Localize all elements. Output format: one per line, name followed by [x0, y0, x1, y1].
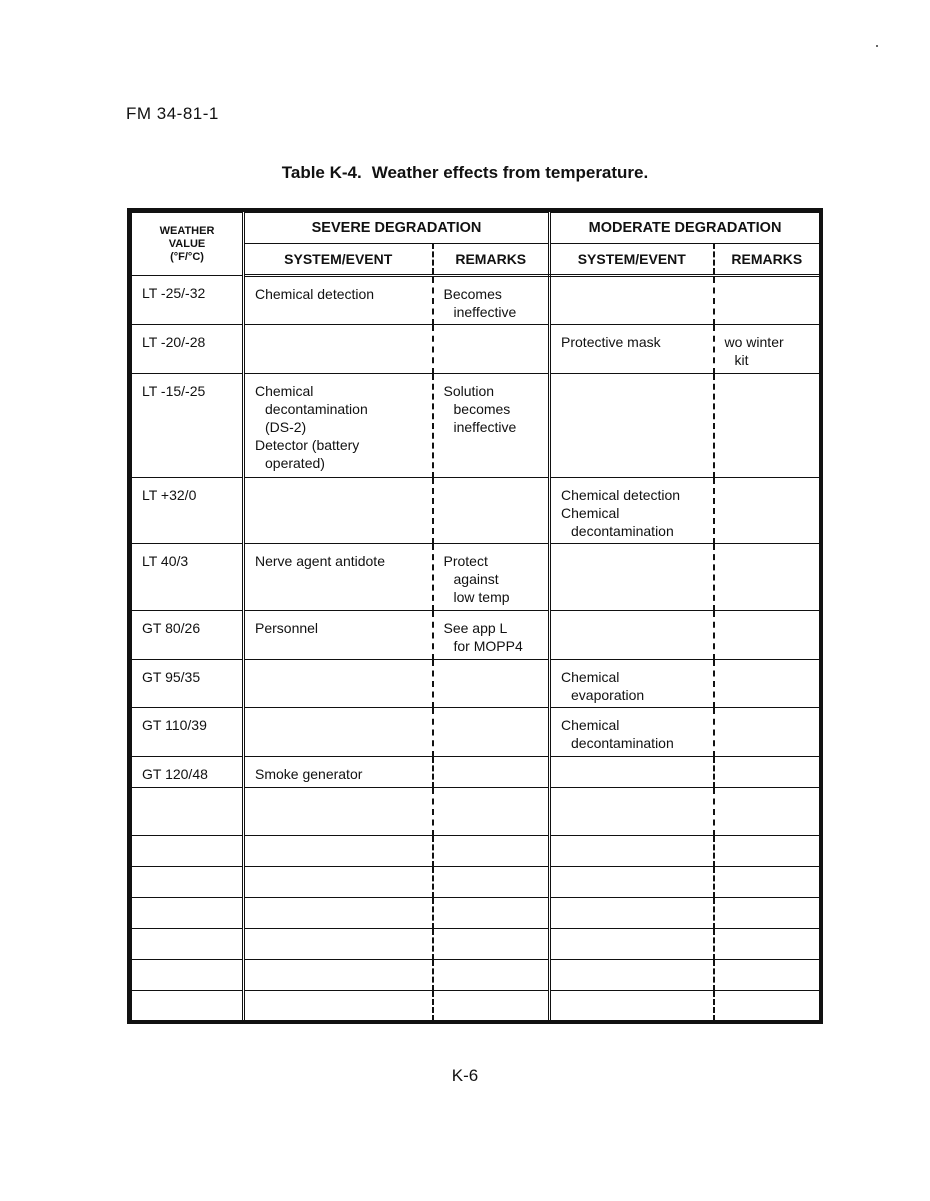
cell-line: becomes: [453, 401, 511, 417]
moderate-system-event-header: SYSTEM/EVENT: [550, 244, 714, 276]
moderate-system-cell: [550, 660, 714, 708]
empty-cell: [714, 836, 820, 867]
cell-line: for MOPP4: [453, 638, 523, 654]
empty-table-row: [132, 836, 820, 867]
weather-value-cell: [132, 374, 244, 478]
weather-value-cell: [132, 660, 244, 708]
severe-remarks-cell: [433, 757, 550, 788]
cell-line: wo winter: [724, 334, 784, 350]
cell-line: against: [453, 571, 499, 587]
cell-line: decontamination: [571, 523, 674, 539]
empty-cell: [132, 867, 244, 898]
weather-value-cell: [132, 757, 244, 788]
table-row: [132, 611, 820, 660]
cell-line: decontamination: [265, 401, 368, 417]
weather-value-header: [132, 213, 244, 276]
severe-remarks-header: REMARKS: [433, 244, 550, 276]
moderate-system-cell: [550, 374, 714, 478]
empty-table-row: [132, 898, 820, 929]
weather-header-line-2: VALUE: [168, 237, 206, 250]
empty-cell: [714, 991, 820, 1021]
weather-value: LT +32/0: [142, 487, 197, 503]
cell-line: operated): [265, 455, 325, 471]
cell-line: Chemical: [561, 505, 620, 521]
moderate-system-cell: [550, 325, 714, 374]
moderate-remarks-cell: [714, 276, 820, 325]
empty-cell: [550, 960, 714, 991]
cell-line: Becomes: [443, 286, 502, 302]
cell-line: Nerve agent antidote: [255, 553, 385, 569]
empty-cell: [714, 788, 820, 836]
severe-system-cell: [244, 478, 433, 544]
table-title: [0, 163, 930, 183]
moderate-remarks-cell: [714, 325, 820, 374]
cell-line: ineffective: [453, 419, 517, 435]
moderate-system-cell: [550, 611, 714, 660]
table-row: [132, 660, 820, 708]
severe-system-cell: [244, 708, 433, 757]
table-row: [132, 544, 820, 611]
cell-line: low temp: [453, 589, 510, 605]
weather-value-cell: [132, 325, 244, 374]
cell-line: Personnel: [255, 620, 319, 636]
severe-system-cell: [244, 325, 433, 374]
empty-cell: [132, 960, 244, 991]
weather-value-cell: [132, 708, 244, 757]
empty-cell: [132, 898, 244, 929]
weather-header-line-3: (°F/°C): [170, 250, 204, 263]
moderate-remarks-cell: [714, 660, 820, 708]
severe-system-event-header: SYSTEM/EVENT: [244, 244, 433, 276]
empty-table-row: [132, 991, 820, 1021]
severe-degradation-header: SEVERE DEGRADATION: [244, 213, 550, 244]
empty-cell: [550, 867, 714, 898]
weather-value-cell: [132, 544, 244, 611]
empty-cell: [550, 991, 714, 1021]
moderate-system-cell: [550, 276, 714, 325]
empty-table-row: [132, 929, 820, 960]
moderate-system-cell: [550, 757, 714, 788]
cell-line: kit: [734, 352, 749, 368]
severe-remarks-cell: [433, 478, 550, 544]
moderate-remarks-cell: [714, 611, 820, 660]
moderate-system-cell: [550, 544, 714, 611]
cell-line: Chemical: [561, 717, 620, 733]
empty-cell: [244, 898, 433, 929]
table-row: [132, 708, 820, 757]
cell-line: Protect: [443, 553, 488, 569]
empty-cell: [132, 836, 244, 867]
empty-cell: [714, 898, 820, 929]
empty-cell: [714, 960, 820, 991]
weather-value: LT 40/3: [142, 553, 189, 569]
table-number: Table K-4.: [281, 163, 362, 182]
cell-line: Chemical: [255, 383, 314, 399]
cell-line: Smoke generator: [255, 766, 363, 782]
cell-line: decontamination: [571, 735, 674, 751]
weather-value-cell: [132, 276, 244, 325]
cell-line: Chemical: [561, 669, 620, 685]
empty-cell: [550, 898, 714, 929]
empty-table-row: [132, 867, 820, 898]
empty-cell: [132, 991, 244, 1021]
empty-cell: [244, 867, 433, 898]
table-caption: Weather effects from temperature.: [371, 163, 649, 182]
severe-remarks-cell: [433, 276, 550, 325]
table-row: [132, 478, 820, 544]
moderate-degradation-header: MODERATE DEGRADATION: [550, 213, 820, 244]
empty-cell: [433, 991, 550, 1021]
empty-cell: [433, 788, 550, 836]
empty-cell: [433, 929, 550, 960]
moderate-remarks-cell: [714, 478, 820, 544]
moderate-remarks-cell: [714, 374, 820, 478]
severe-system-cell: [244, 276, 433, 325]
empty-cell: [244, 991, 433, 1021]
empty-cell: [433, 960, 550, 991]
cell-line: evaporation: [571, 687, 645, 703]
empty-table-row: [132, 960, 820, 991]
weather-header-line-1: WEATHER: [159, 224, 215, 237]
moderate-system-cell: [550, 478, 714, 544]
empty-cell: [244, 960, 433, 991]
weather-value-cell: [132, 478, 244, 544]
empty-cell: [132, 788, 244, 836]
cell-line: Chemical detection: [255, 286, 375, 302]
severe-remarks-cell: [433, 708, 550, 757]
severe-system-cell: [244, 660, 433, 708]
empty-cell: [433, 836, 550, 867]
weather-value: GT 80/26: [142, 620, 201, 636]
severe-system-cell: [244, 757, 433, 788]
weather-value: LT -15/-25: [142, 383, 206, 399]
moderate-remarks-cell: [714, 708, 820, 757]
empty-cell: [433, 867, 550, 898]
table-row: [132, 374, 820, 478]
empty-cell: [244, 929, 433, 960]
empty-cell: [714, 867, 820, 898]
weather-value: GT 120/48: [142, 766, 208, 782]
document-id: FM 34-81-1: [126, 104, 219, 123]
empty-cell: [433, 898, 550, 929]
empty-cell: [550, 929, 714, 960]
cell-line: Detector (battery: [255, 437, 360, 453]
empty-cell: [550, 788, 714, 836]
severe-remarks-cell: [433, 374, 550, 478]
cell-line: See app L: [443, 620, 508, 636]
table-row: [132, 276, 820, 325]
severe-remarks-cell: [433, 325, 550, 374]
empty-table-row: [132, 788, 820, 836]
weather-value: LT -25/-32: [142, 285, 206, 301]
table-row: [132, 757, 820, 788]
severe-system-cell: [244, 374, 433, 478]
weather-value: GT 110/39: [142, 717, 207, 733]
weather-effects-table: [127, 208, 823, 1024]
cell-line: Chemical detection: [561, 487, 681, 503]
empty-cell: [714, 929, 820, 960]
cell-line: ineffective: [453, 304, 517, 320]
table-row: [132, 325, 820, 374]
empty-cell: [132, 929, 244, 960]
severe-remarks-cell: [433, 611, 550, 660]
weather-value: LT -20/-28: [142, 334, 206, 350]
severe-remarks-cell: [433, 660, 550, 708]
cell-line: Protective mask: [561, 334, 661, 350]
empty-cell: [550, 836, 714, 867]
moderate-system-cell: [550, 708, 714, 757]
empty-cell: [244, 788, 433, 836]
empty-cell: [244, 836, 433, 867]
cell-line: Solution: [443, 383, 495, 399]
page-number: K-6: [451, 1066, 479, 1085]
cell-line: (DS-2): [265, 419, 307, 435]
severe-system-cell: [244, 544, 433, 611]
moderate-remarks-cell: [714, 544, 820, 611]
severe-remarks-cell: [433, 544, 550, 611]
severe-system-cell: [244, 611, 433, 660]
moderate-remarks-header: REMARKS: [714, 244, 820, 276]
moderate-remarks-cell: [714, 757, 820, 788]
weather-value: GT 95/35: [142, 669, 201, 685]
scan-speck: [876, 45, 878, 47]
weather-value-cell: [132, 611, 244, 660]
